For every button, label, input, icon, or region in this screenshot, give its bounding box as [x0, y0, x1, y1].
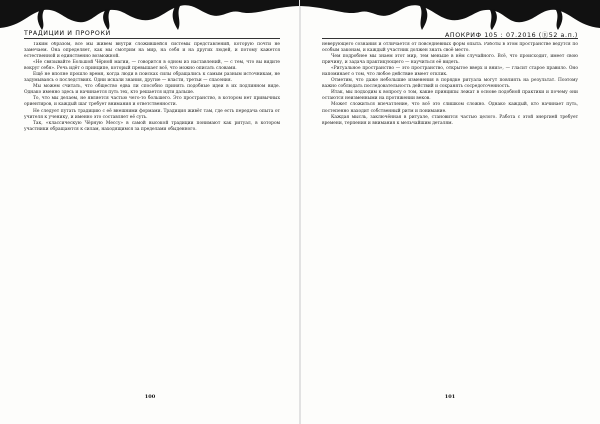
left-running-head: ТРАДИЦИИ И ПРОРОКИ — [24, 30, 280, 39]
paragraph: Ещё не вполне прошло время, когда люди в поисках силы обращались к самым разным источникам, не задумываясь о последствиях. Одни искали знания, другие — власти, третьи — спасения. — [24, 72, 280, 84]
paragraph: Может сложиться впечатление, что всё это слишком сложно. Однако каждый, кто начинает путь, постепенно находит собственный ритм и понимание. — [322, 102, 578, 114]
paragraph: «Ритуальное пространство — это пространство, открытое вверх и вниз», — гласит старое правило. Оно напоминает о том, что любое действие имеет отклик. — [322, 66, 578, 78]
paragraph: Мы можем считать, что общество едва ли способно принять подобные идеи в их подлинном виде. Однако именно здесь и начинается путь тех, кто решается идти дальше. — [24, 84, 280, 96]
left-body-text — [24, 42, 280, 386]
paragraph: Так, «классическую Чёрную Мессу» в самой высокой традиции понимают как ритуал, в котором участники обращаются к силам, находящимся за пределами обыденного. — [24, 120, 280, 132]
paragraph: Таким образом, все мы живём внутри сложившейся системы представлений, которую почти не замечаем. Она определяет, как мы смотрим на мир, на себя и на других людей, и потому кажется естественной и единственно возможной. — [24, 42, 280, 60]
left-page-number: 100 — [144, 394, 156, 400]
right-body-text — [322, 42, 578, 386]
paragraph: То, что мы делаем, не является частью чего-то большего. Это пространство, в котором нет привычных ориентиров, и каждый шаг требует внимания и ответственности. — [24, 96, 280, 108]
right-page — [300, 0, 600, 424]
paragraph: Отметим, что даже небольшие изменения в порядке ритуала могут повлиять на результат. Поэтому важно соблюдать последовательность действий и сохранять сосредоточенность. — [322, 78, 578, 90]
right-ornament-icon — [300, 0, 600, 30]
right-running-head: АПОКРИФ 105 : 07.2016 (Ⓡ52 а.п.) — [322, 30, 578, 39]
paragraph: Не следует путать традицию с её внешними формами. Традиция живёт там, где есть передача опыта от учителя к ученику, и именно это составляет её суть. — [24, 108, 280, 120]
right-page-number: 101 — [444, 394, 456, 400]
paragraph: «Не связывайте Большой Чёрной магии, — говорится в одном из наставлений, — с тем, что вы видите вокруг себя». Речь идёт о принципе, который превышает всё, что можно описать словами. — [24, 60, 280, 72]
paragraph: Чем подробнее мы знаем этот мир, тем меньше в нём случайного. Всё, что происходит, имеет свою причину, и задача практикующего — научиться её видеть. — [322, 54, 578, 66]
left-ornament-icon — [0, 0, 300, 30]
paragraph: неверующего сознания и отличается от повседневных форм опыта. Работы в этом пространстве ведутся по особым законам, и каждый участник должен знать своё место. — [322, 42, 578, 54]
paragraph: Каждая мысль, заключённая в ритуале, становится частью целого. Работа с этой энергией требует времени, терпения и внимания к мельчайшим деталям. — [322, 114, 578, 126]
paragraph: Итак, мы подходим к вопросу о том, какие принципы лежат в основе подобной практики и почему они остаются неизменными на протяжении веков. — [322, 90, 578, 102]
